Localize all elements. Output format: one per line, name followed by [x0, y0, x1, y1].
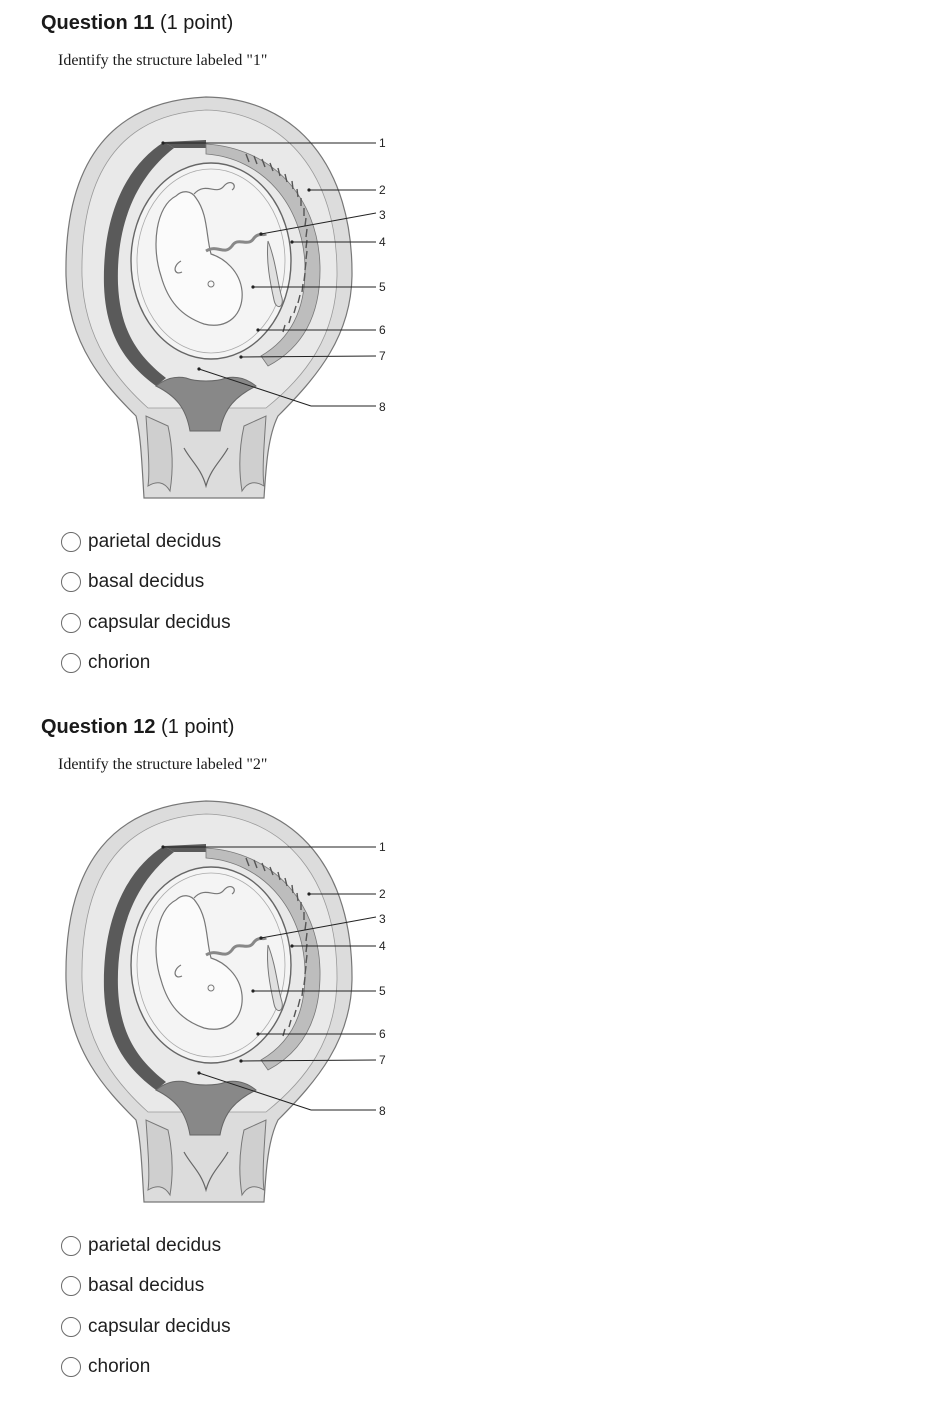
figure-label-3: 3 — [379, 912, 386, 926]
option-label: parietal decidus — [88, 1235, 222, 1257]
uterus-diagram-svg — [56, 86, 396, 506]
figure-label-6: 6 — [379, 323, 386, 337]
option-label: capsular decidus — [88, 611, 231, 633]
radio-button[interactable] — [61, 613, 81, 633]
option-label: basal decidus — [88, 1275, 205, 1297]
figure-label-8: 8 — [379, 400, 386, 414]
figure-label-2: 2 — [379, 887, 386, 901]
option-label: capsular decidus — [88, 1315, 231, 1337]
option-capsular-decidus[interactable] — [61, 1307, 231, 1347]
radio-button[interactable] — [61, 532, 81, 552]
figure-label-4: 4 — [379, 235, 386, 249]
option-chorion[interactable] — [61, 1347, 231, 1387]
figure-label-3: 3 — [379, 208, 386, 222]
option-label: parietal decidus — [88, 531, 222, 553]
figure-label-6: 6 — [379, 1027, 386, 1041]
answer-options — [61, 1226, 231, 1387]
radio-button[interactable] — [61, 572, 81, 592]
question-prompt: Identify the structure labeled "1" — [58, 52, 268, 69]
option-parietal-decidus[interactable] — [61, 522, 231, 562]
question-title — [41, 11, 233, 35]
figure-label-5: 5 — [379, 984, 386, 998]
figure-label-1: 1 — [379, 840, 386, 854]
question-prompt: Identify the structure labeled "2" — [58, 756, 268, 773]
option-basal-decidus[interactable] — [61, 562, 231, 602]
figure-label-7: 7 — [379, 349, 386, 363]
option-basal-decidus[interactable] — [61, 1266, 231, 1306]
option-label: chorion — [88, 1356, 151, 1378]
radio-button[interactable] — [61, 1276, 81, 1296]
radio-button[interactable] — [61, 1236, 81, 1256]
radio-button[interactable] — [61, 1317, 81, 1337]
question-number: Question 12 — [41, 716, 156, 738]
uterus-diagram-svg — [56, 790, 396, 1210]
option-chorion[interactable] — [61, 643, 231, 683]
question-number: Question 11 — [41, 12, 155, 34]
radio-button[interactable] — [61, 1357, 81, 1377]
option-label: basal decidus — [88, 571, 205, 593]
figure-label-2: 2 — [379, 183, 386, 197]
question-points: (1 point) — [161, 716, 235, 738]
question-title — [41, 715, 234, 739]
option-label: chorion — [88, 652, 151, 674]
answer-options — [61, 522, 231, 683]
figure-label-8: 8 — [379, 1104, 386, 1118]
figure-label-7: 7 — [379, 1053, 386, 1067]
uterus-diagram — [56, 86, 396, 506]
radio-button[interactable] — [61, 653, 81, 673]
figure-label-1: 1 — [379, 136, 386, 150]
figure-label-5: 5 — [379, 280, 386, 294]
option-capsular-decidus[interactable] — [61, 603, 231, 643]
option-parietal-decidus[interactable] — [61, 1226, 231, 1266]
figure-label-4: 4 — [379, 939, 386, 953]
question-points: (1 point) — [159, 12, 234, 34]
uterus-diagram — [56, 790, 396, 1210]
